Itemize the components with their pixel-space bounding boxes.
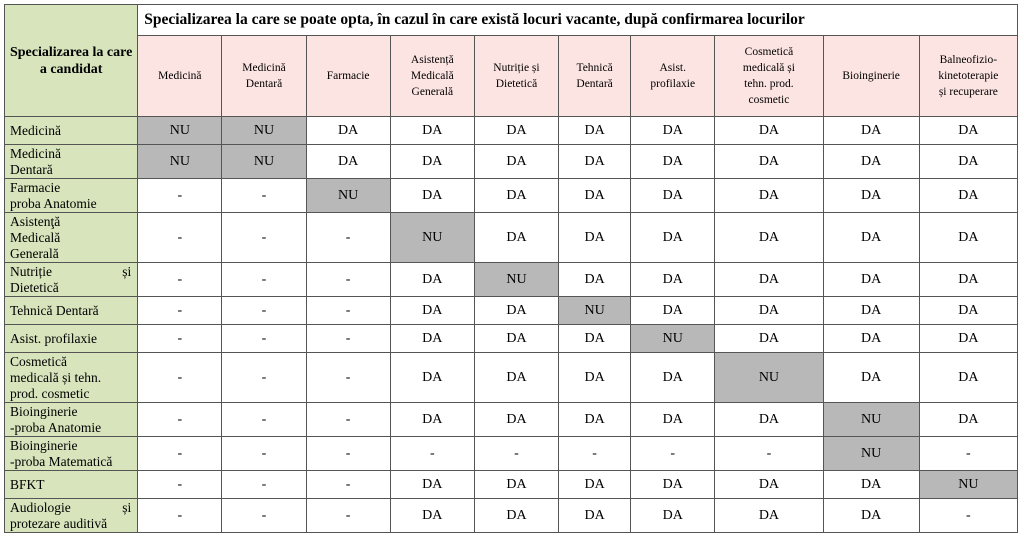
- table-cell: DA: [631, 353, 715, 403]
- table-cell: DA: [919, 403, 1017, 437]
- table-cell: NU: [138, 117, 222, 145]
- table-title-text: Specializarea la care se poate opta, în cazul în care există locuri vacante, după confirmarea locurilor: [144, 11, 805, 28]
- column-header-line: Cosmetică: [744, 46, 794, 58]
- table-cell: DA: [390, 145, 474, 179]
- table-cell: DA: [919, 117, 1017, 145]
- table-cell: DA: [559, 403, 631, 437]
- row-header: [5, 263, 138, 297]
- corner-label: Specializarea la care a candidat: [9, 44, 133, 77]
- table-cell: DA: [559, 353, 631, 403]
- table-cell: DA: [715, 179, 823, 213]
- table-cell: DA: [474, 297, 558, 325]
- column-header-line: kinetoterapie: [938, 70, 999, 82]
- column-header-line: Bioinginerie: [842, 70, 900, 82]
- table-cell: -: [138, 325, 222, 353]
- column-header: [222, 36, 306, 117]
- table-cell: DA: [559, 499, 631, 533]
- table-cell: NU: [823, 403, 919, 437]
- column-header-line: medicală și: [742, 62, 795, 74]
- table-cell: DA: [823, 499, 919, 533]
- table-row: [5, 297, 1018, 325]
- table-row: [5, 145, 1018, 179]
- column-header: [919, 36, 1017, 117]
- table-cell: DA: [631, 117, 715, 145]
- table-cell: NU: [222, 117, 306, 145]
- table-cell: DA: [474, 179, 558, 213]
- table-cell: DA: [390, 179, 474, 213]
- column-header-row: [5, 36, 1018, 117]
- table-cell: DA: [823, 471, 919, 499]
- table-cell: DA: [715, 145, 823, 179]
- table-cell: DA: [715, 297, 823, 325]
- table-cell: -: [306, 263, 390, 297]
- table-cell: DA: [631, 499, 715, 533]
- table-cell: DA: [715, 499, 823, 533]
- row-header: [5, 499, 138, 533]
- row-header: [5, 437, 138, 471]
- row-header: [5, 213, 138, 263]
- table-cell: -: [306, 499, 390, 533]
- table-cell: DA: [631, 471, 715, 499]
- table-cell: -: [138, 437, 222, 471]
- column-header: [559, 36, 631, 117]
- table-cell: DA: [631, 297, 715, 325]
- table-cell: DA: [823, 145, 919, 179]
- column-header-line: Farmacie: [326, 70, 370, 82]
- corner-header: [5, 5, 138, 117]
- table-cell: NU: [823, 437, 919, 471]
- table-cell: -: [559, 437, 631, 471]
- table-cell: DA: [631, 213, 715, 263]
- admission-options-table: [4, 4, 1018, 533]
- column-header: [474, 36, 558, 117]
- table-cell: NU: [306, 179, 390, 213]
- table-cell: -: [138, 179, 222, 213]
- row-header-line: Generală: [10, 245, 59, 261]
- table-row: [5, 117, 1018, 145]
- column-header-line: Asistență: [410, 54, 454, 66]
- table-cell: DA: [474, 499, 558, 533]
- table-cell: -: [138, 353, 222, 403]
- table-cell: NU: [222, 145, 306, 179]
- table-cell: -: [222, 179, 306, 213]
- table-cell: -: [222, 499, 306, 533]
- table-cell: -: [222, 437, 306, 471]
- table-cell: DA: [715, 263, 823, 297]
- table-cell: -: [306, 297, 390, 325]
- table-cell: DA: [823, 213, 919, 263]
- row-header-line: Dentară: [10, 161, 53, 177]
- table-cell: DA: [559, 145, 631, 179]
- row-header-line: -proba Anatomie: [10, 419, 102, 435]
- table-row: [5, 213, 1018, 263]
- table-cell: DA: [919, 145, 1017, 179]
- row-header-line: protezare auditivă: [10, 515, 108, 531]
- table-cell: DA: [919, 179, 1017, 213]
- table-cell: DA: [559, 213, 631, 263]
- table-cell: -: [631, 437, 715, 471]
- table-cell: -: [138, 297, 222, 325]
- row-header: [5, 179, 138, 213]
- row-header: [5, 353, 138, 403]
- column-header-line: tehn. prod.: [744, 78, 794, 90]
- table-cell: -: [306, 213, 390, 263]
- table-cell: -: [715, 437, 823, 471]
- table-cell: -: [222, 213, 306, 263]
- table-cell: DA: [631, 263, 715, 297]
- table-cell: DA: [474, 213, 558, 263]
- table-cell: NU: [390, 213, 474, 263]
- table-cell: NU: [919, 471, 1017, 499]
- table-cell: DA: [715, 117, 823, 145]
- table-row: [5, 471, 1018, 499]
- table-cell: DA: [631, 145, 715, 179]
- table-cell: -: [919, 499, 1017, 533]
- column-header-line: Balneofizio-: [939, 54, 998, 66]
- table-row: [5, 353, 1018, 403]
- table-cell: -: [138, 213, 222, 263]
- column-header: [306, 36, 390, 117]
- table-cell: NU: [631, 325, 715, 353]
- table-cell: -: [138, 499, 222, 533]
- table-cell: DA: [715, 325, 823, 353]
- table-cell: DA: [919, 325, 1017, 353]
- table-cell: DA: [559, 325, 631, 353]
- column-header-line: cosmetic: [748, 94, 790, 106]
- table-cell: DA: [919, 213, 1017, 263]
- column-header-line: profilaxie: [650, 78, 696, 90]
- table-cell: DA: [559, 471, 631, 499]
- column-header-line: Dietetică: [495, 78, 538, 90]
- column-header: [715, 36, 823, 117]
- row-header-line: Audiologie și: [10, 499, 132, 515]
- column-header-line: Medicală: [410, 70, 454, 82]
- table-body: [5, 117, 1018, 533]
- row-header-line: BFKT: [10, 476, 45, 492]
- table-row: [5, 499, 1018, 533]
- table-cell: DA: [631, 179, 715, 213]
- table-cell: DA: [474, 117, 558, 145]
- table-row: [5, 325, 1018, 353]
- table-cell: -: [222, 297, 306, 325]
- table-cell: DA: [390, 471, 474, 499]
- table-row: [5, 403, 1018, 437]
- table-cell: DA: [823, 263, 919, 297]
- table-cell: -: [919, 437, 1017, 471]
- row-header-line: Nutriție și: [10, 263, 132, 279]
- table-cell: DA: [390, 353, 474, 403]
- table-cell: -: [138, 263, 222, 297]
- table-cell: DA: [306, 117, 390, 145]
- table-cell: DA: [474, 471, 558, 499]
- table-cell: -: [306, 403, 390, 437]
- table-cell: DA: [474, 145, 558, 179]
- table-cell: DA: [390, 297, 474, 325]
- row-header-line: Asistenţă: [10, 213, 61, 229]
- table-cell: DA: [919, 297, 1017, 325]
- table-cell: DA: [919, 263, 1017, 297]
- row-header: [5, 325, 138, 353]
- column-header-line: și recuperare: [938, 86, 998, 98]
- row-header-line: Medicină: [10, 145, 61, 161]
- column-header-line: Asist.: [659, 62, 687, 74]
- table-cell: DA: [715, 403, 823, 437]
- table-cell: -: [306, 325, 390, 353]
- row-header-line: Asist. profilaxie: [10, 330, 97, 346]
- table-cell: -: [306, 471, 390, 499]
- table-cell: DA: [474, 353, 558, 403]
- table-cell: -: [222, 471, 306, 499]
- column-header-line: Medicină: [242, 62, 286, 74]
- table-row: [5, 179, 1018, 213]
- column-header: [390, 36, 474, 117]
- table-cell: -: [138, 471, 222, 499]
- table-cell: DA: [390, 325, 474, 353]
- table-cell: DA: [474, 403, 558, 437]
- row-header-line: medicală și tehn.: [10, 369, 102, 385]
- row-header-line: Bioinginerie: [10, 437, 78, 453]
- row-header-line: proba Anatomie: [10, 195, 97, 211]
- row-header: [5, 403, 138, 437]
- table-cell: DA: [474, 325, 558, 353]
- row-header-line: prod. cosmetic: [10, 385, 90, 401]
- table-cell: -: [222, 325, 306, 353]
- table-cell: DA: [390, 403, 474, 437]
- column-header: [631, 36, 715, 117]
- column-header-line: Nutriție și: [493, 62, 540, 74]
- table-cell: DA: [559, 117, 631, 145]
- row-header-line: Bioinginerie: [10, 403, 78, 419]
- table-cell: DA: [715, 471, 823, 499]
- row-header-line: Tehnică Dentară: [10, 302, 99, 318]
- table-cell: DA: [559, 179, 631, 213]
- table-cell: -: [222, 263, 306, 297]
- row-header: [5, 117, 138, 145]
- table-cell: DA: [390, 263, 474, 297]
- table-cell: NU: [715, 353, 823, 403]
- row-header: [5, 471, 138, 499]
- row-header-line: Dietetică: [10, 279, 59, 295]
- column-header-line: Dentară: [245, 78, 283, 90]
- row-header-line: Medicină: [10, 122, 61, 138]
- table-cell: DA: [823, 325, 919, 353]
- row-header-line: Farmacie: [10, 179, 61, 195]
- table-cell: -: [306, 353, 390, 403]
- table-cell: DA: [559, 263, 631, 297]
- column-header-line: Generală: [411, 86, 454, 98]
- column-header-line: Medicină: [158, 70, 202, 82]
- column-header-line: Dentară: [576, 78, 613, 90]
- column-header: [823, 36, 919, 117]
- row-header-line: Cosmetică: [10, 353, 67, 369]
- column-header: [138, 36, 222, 117]
- table-cell: NU: [138, 145, 222, 179]
- column-header-line: Tehnică: [576, 62, 613, 74]
- table-cell: DA: [631, 403, 715, 437]
- table-cell: -: [222, 403, 306, 437]
- table-cell: DA: [306, 145, 390, 179]
- table-cell: DA: [823, 179, 919, 213]
- table-row: [5, 263, 1018, 297]
- row-header: [5, 145, 138, 179]
- row-header-line: Medicală: [10, 229, 61, 245]
- table-cell: DA: [823, 117, 919, 145]
- table-title: [138, 5, 1018, 36]
- table-cell: -: [222, 353, 306, 403]
- table-cell: -: [138, 403, 222, 437]
- table-cell: DA: [390, 117, 474, 145]
- table-cell: DA: [919, 353, 1017, 403]
- table-cell: NU: [474, 263, 558, 297]
- table-cell: DA: [823, 353, 919, 403]
- table-cell: DA: [823, 297, 919, 325]
- table-cell: DA: [390, 499, 474, 533]
- table-row: [5, 437, 1018, 471]
- table-cell: -: [390, 437, 474, 471]
- row-header: [5, 297, 138, 325]
- table-cell: -: [474, 437, 558, 471]
- table-cell: -: [306, 437, 390, 471]
- table-cell: NU: [559, 297, 631, 325]
- row-header-line: -proba Matematică: [10, 453, 113, 469]
- table-cell: DA: [715, 213, 823, 263]
